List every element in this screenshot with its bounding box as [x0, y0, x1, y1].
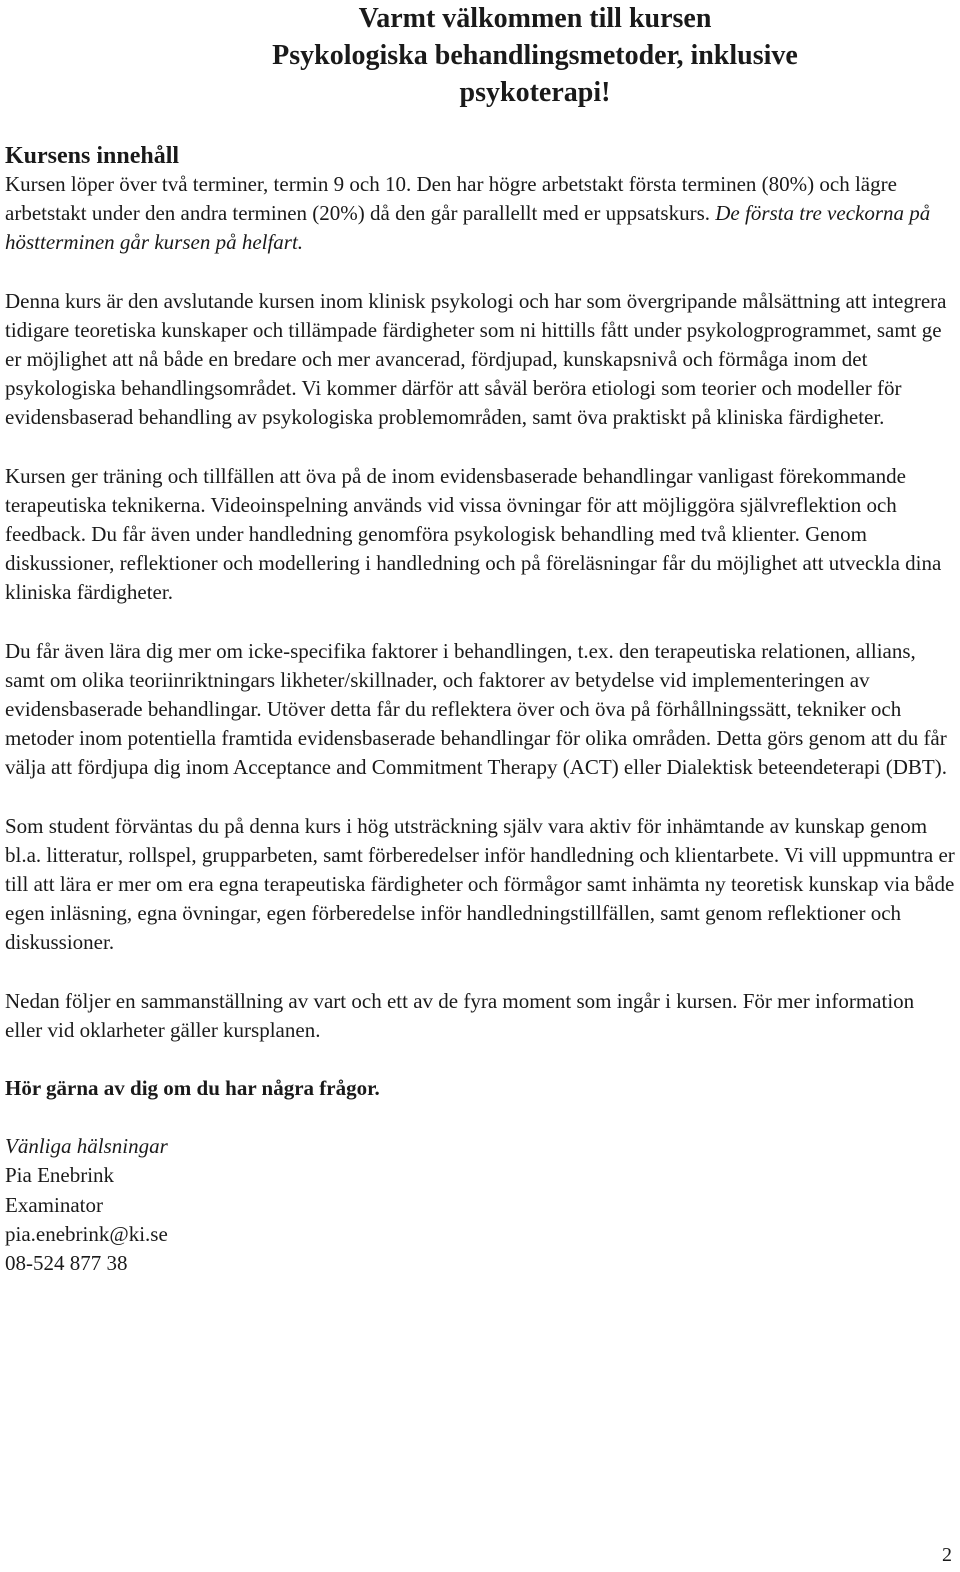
- body-paragraph-1: Denna kurs är den avslutande kursen inom klinisk psykologi och har som övergripande målsättning att integrera tidigare teoretiska kunskaper och tillämpade färdigheter som ni hittills fått under psykologprogrammet, samt ge er möjlighet att nå både en bredare och mer avancerad, fördjupad, kunskapsnivå och förmåga inom det psykologiska behandlingsområdet. Vi kommer därför att såväl beröra etiologi som teorier och modeller för evidensbaserad behandling av psykologiska problemområden, samt öva praktiskt på kliniska färdigheter.: [5, 288, 947, 430]
- closing-note: Hör gärna av dig om du har några frågor.: [5, 1076, 380, 1101]
- body-paragraph-4: Som student förväntas du på denna kurs i hög utsträckning själv vara aktiv för inhämtande av kunskap genom bl.a. litteratur, rollspel, grupparbeten, samt förberedelser inför handledning och klientarbete. Vi vill uppmuntra er till att lära er mer om era egna terapeutiska färdigheter och förmågor samt inhämta ny teoretisk kunskap via både egen inläsning, egna övningar, egen förberedelse inför handledningstillfällen, samt genom reflektioner och diskussioner.: [5, 813, 955, 955]
- intro-paragraph: [5, 170, 955, 258]
- intro-text: Kursen löper över två terminer, termin 9 och 10. Den har högre arbetstakt första terminen (80%) och lägre arbetstakt under den andra terminen (20%) då den går parallellt med er uppsatskurs.: [5, 172, 897, 226]
- body-paragraph-2: Kursen ger träning och tillfällen att öva på de inom evidensbaserade behandlingar vanligast förekommande terapeutiska teknikerna. Videoinspelning används vid vissa övningar för att möjliggöra självreflektion och feedback. Du får även under handledning genomföra psykologisk behandling med två klienter. Genom diskussioner, reflektioner och modellering i handledning och på föreläsningar får du möjlighet att utveckla dina kliniska färdigheter.: [5, 463, 942, 605]
- signature-name: Pia Enebrink: [5, 1163, 115, 1188]
- section-heading: Kursens innehåll: [5, 143, 180, 169]
- title-line-2: Psykologiska behandlingsmetoder, inklusive: [272, 40, 798, 71]
- body-paragraph-3: Du får även lära dig mer om icke-specifika faktorer i behandlingen, t.ex. den terapeutiska relationen, allians, samt om olika teoriinriktningars likheter/skillnader, och faktorer av betydelse vid implementeringen av evidensbaserade behandlingar. Utöver detta får du reflektera över och öva på förhållningssätt, tekniker och metoder inom potentiella framtida evidensbaserade behandlingar för olika områden. Detta görs genom att du får välja att fördjupa dig inom Acceptance and Commitment Therapy (ACT) eller Dialektisk beteendeterapi (DBT).: [5, 638, 947, 780]
- document-page: [5, 0, 955, 1278]
- title-line-3: psykoterapi!: [459, 77, 611, 108]
- signature-phone: 08-524 877 38: [5, 1251, 128, 1276]
- intro-italic-text: De första tre veckorna på höstterminen går kursen på helfart.: [5, 201, 931, 255]
- page-title: [5, 0, 955, 111]
- title-line-1: Varmt välkommen till kursen: [358, 3, 712, 34]
- signature-block: [5, 1132, 955, 1278]
- signature-greeting: Vänliga hälsningar: [5, 1134, 168, 1159]
- signature-email[interactable]: pia.enebrink@ki.se: [5, 1221, 168, 1246]
- body-paragraph-5: Nedan följer en sammanställning av vart och ett av de fyra moment som ingår i kursen. För mer information eller vid oklarheter gäller kursplanen.: [5, 988, 915, 1042]
- page-number: 2: [942, 1544, 952, 1566]
- signature-role: Examinator: [5, 1192, 103, 1217]
